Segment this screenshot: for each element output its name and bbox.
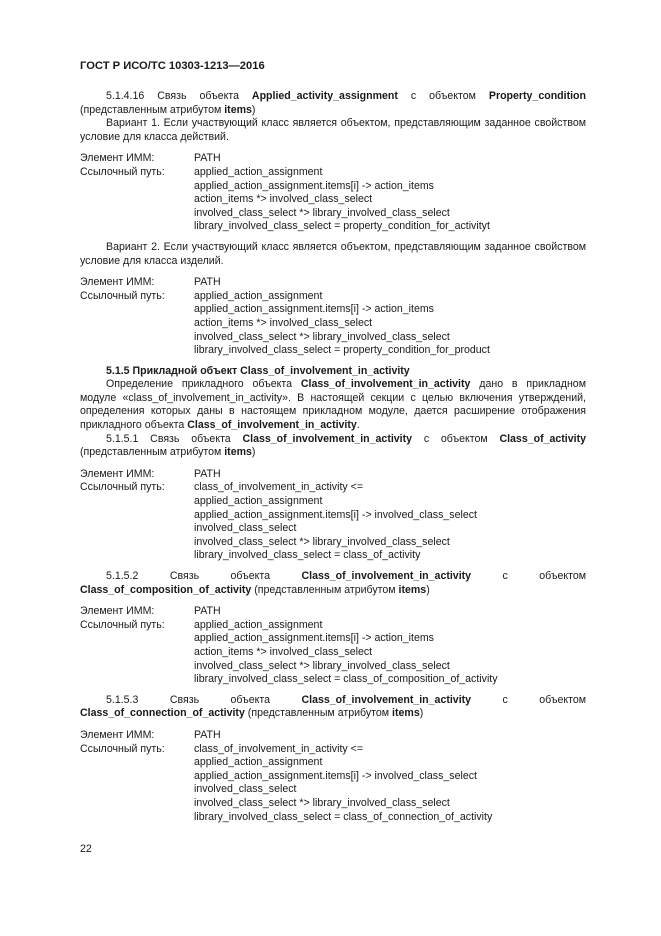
definition-paragraph: Определение прикладного объекта Class_of_involvement_in_activity дано в прикладном модуле «class_of_involvement_in_activity». В настоящей секции с целью включения утверждений, определения которых даны в настоящем прикладном модуле, дается расширение отображения прикладного объекта Class_of_involvement_in_activity. [80,378,586,432]
ref-path-label: Ссылочный путь: [80,289,165,302]
mapping-block [80,605,586,687]
ref-path-line: class_of_involvement_in_activity <= [194,481,364,494]
ref-path-line: applied_action_assignment.items[i] -> action_items [194,179,434,192]
element-value: PATH [194,467,221,480]
ref-path-line: library_involved_class_select = property_condition_for_activityt [194,220,490,233]
ref-path-line: applied_action_assignment [194,165,323,178]
ref-path-line: involved_class_select *> library_involved_class_select [194,796,450,809]
element-label: Элемент ИММ: [80,276,155,289]
ref-path-line: involved_class_select [194,522,297,535]
ref-path-label: Ссылочный путь: [80,618,165,631]
ref-path-line: applied_action_assignment [194,756,323,769]
ref-path-line: involved_class_select *> library_involved_class_select [194,206,450,219]
section-5-1-5-3-heading: 5.1.5.3 Связь объекта Class_of_involvement_in_activity с объектом Class_of_connection_of_activity (представленным атрибутом items) [80,693,587,720]
mapping-block [80,152,586,234]
section-5-1-5-2-heading: 5.1.5.2 Связь объекта Class_of_involvement_in_activity с объектом Class_of_composition_of_activity (представленным атрибутом items) [80,570,587,596]
ref-path-line: applied_action_assignment [194,618,323,631]
element-label: Элемент ИММ: [80,467,155,480]
element-value: PATH [194,728,221,741]
ref-path-label: Ссылочный путь: [80,165,165,178]
ref-path-line: library_involved_class_select = class_of_composition_of_activity [194,673,498,686]
ref-path-line: applied_action_assignment.items[i] -> action_items [194,632,434,645]
ref-path-line: library_involved_class_select = class_of_connection_of_activity [194,810,493,823]
ref-path-line: involved_class_select *> library_involved_class_select [194,659,450,672]
section-5-1-4-16-heading: 5.1.4.16 Связь объекта Applied_activity_assignment с объектом Property_condition (представленным атрибутом items) [80,90,586,116]
ref-path-line: library_involved_class_select = class_of_activity [194,549,421,562]
ref-path-line: library_involved_class_select = property_condition_for_product [194,344,490,357]
element-value: PATH [194,276,221,289]
ref-path-line: applied_action_assignment.items[i] -> involved_class_select [194,508,477,521]
variant-1-text: Вариант 1. Если участвующий класс является объектом, представляющим заданное свойством условие для класса действий. [80,117,586,143]
ref-path-lines [194,481,586,563]
ref-path-line: applied_action_assignment [194,289,323,302]
ref-path-lines [194,290,586,358]
ref-path-line: applied_action_assignment.items[i] -> action_items [194,303,434,316]
ref-path-line: action_items *> involved_class_select [194,316,373,329]
variant-2-text: Вариант 2. Если участвующий класс является объектом, представляющим заданное свойством условие для класса изделий. [80,240,586,267]
element-label: Элемент ИММ: [80,152,155,165]
ref-path-line: action_items *> involved_class_select [194,645,373,658]
element-label: Элемент ИММ: [80,728,155,741]
ref-path-line: class_of_involvement_in_activity <= [194,742,364,755]
ref-path-label: Ссылочный путь: [80,742,165,755]
page-header: ГОСТ Р ИСО/ТС 10303-1213—2016 [80,60,265,72]
section-5-1-5-heading: 5.1.5 Прикладной объект Class_of_involvement_in_activity [106,364,410,377]
ref-path-lines [194,619,586,687]
ref-path-line: involved_class_select *> library_involved_class_select [194,535,450,548]
ref-path-line: applied_action_assignment [194,495,323,508]
mapping-block [80,468,586,563]
element-value: PATH [194,605,221,618]
element-value: PATH [194,152,221,165]
mapping-block [80,276,586,358]
ref-path-label: Ссылочный путь: [80,481,165,494]
mapping-block [80,729,586,824]
ref-path-line: applied_action_assignment.items[i] -> involved_class_select [194,769,477,782]
page-number: 22 [80,843,92,855]
element-label: Элемент ИММ: [80,605,155,618]
section-5-1-5-1-heading: 5.1.5.1 Связь объекта Class_of_involvement_in_activity с объектом Class_of_activity (представленным атрибутом items) [80,432,586,459]
document-body [80,90,586,824]
ref-path-lines [194,743,586,825]
ref-path-line: involved_class_select [194,783,297,796]
ref-path-line: involved_class_select *> library_involved_class_select [194,330,450,343]
ref-path-line: action_items *> involved_class_select [194,193,373,206]
ref-path-lines [194,166,586,234]
